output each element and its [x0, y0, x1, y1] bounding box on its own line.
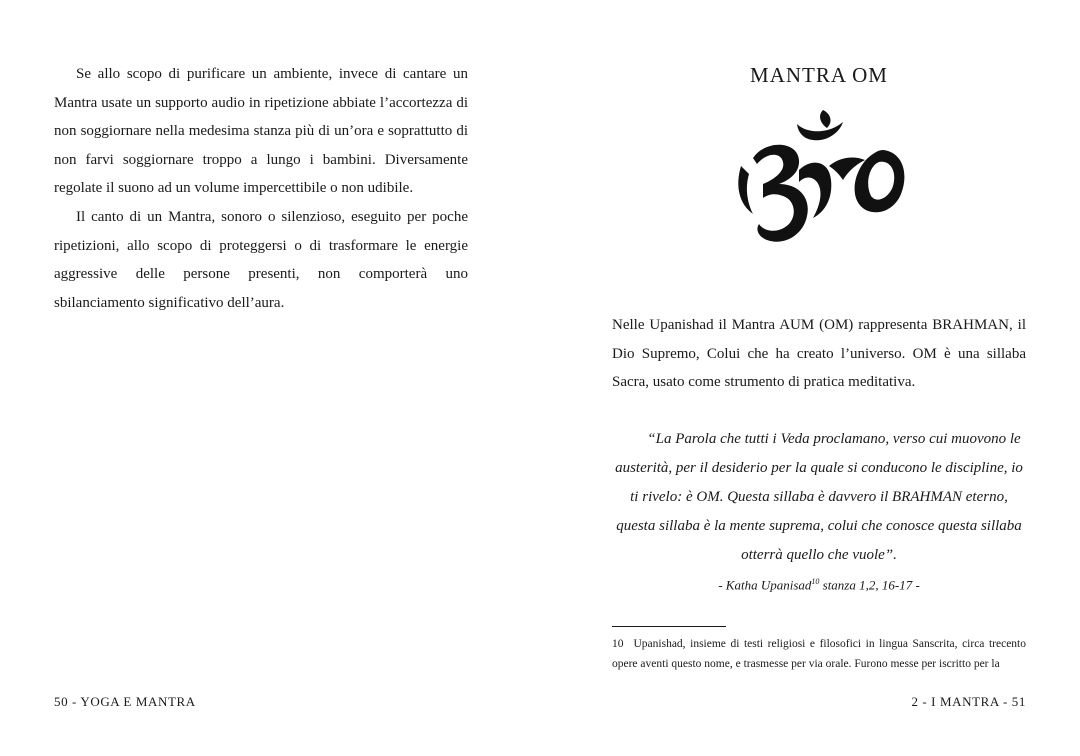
left-page-folio: 50 - YOGA E MANTRA	[54, 694, 196, 709]
intro-paragraph: Nelle Upanishad il Mantra AUM (OM) rappresenta BRAHMAN, il Dio Supremo, Colui che ha creato l’universo. OM è una sillaba Sacra, usato come strumento di pratica meditativa.	[612, 317, 1026, 391]
katha-quote	[612, 425, 1026, 570]
quote-source	[612, 572, 1026, 595]
chapter-title: MANTRA OM	[750, 63, 888, 87]
paragraph-1: Se allo scopo di purificare un ambiente, invece di cantare un Mantra usate un supporto audio in ripetizione abbiate l’accortezza di non soggiornare nella medesima stanza più di un’ora e soprattutto di non farvi soggiornare troppo a lungo i bambini. Diversamente regolate il suono ad un volume impercettibile o non udibile.	[54, 66, 468, 197]
quote-text: “La Parola che tutti i Veda proclamano, verso cui muovono le austerità, per il desiderio per la quale si conducono le discipline, io ti rivelo: è OM. Questa sillaba è davvero il BRAHMAN eterno, questa sillaba è la mente suprema, colui che conosce questa sillaba otterrà quello che vuole”.	[615, 431, 1023, 563]
right-page	[540, 0, 1080, 756]
paragraph-2: Il canto di un Mantra, sonoro o silenzioso, eseguito per poche ripetizioni, allo scopo di proteggersi o di trasformare le energie aggressive delle persone presenti, non comporterà uno sbilanciamento significativo dell’aura.	[54, 208, 468, 311]
right-page-folio: 2 - I MANTRA - 51	[911, 694, 1026, 709]
footnote-divider	[612, 626, 726, 627]
footnote-text: Upanishad, insieme di testi religiosi e filosofici in lingua Sanscrita, circa trecento opere aventi questo nome, e trasmesse per via orale. Furono messe per iscritto per la	[612, 638, 1026, 670]
quote-source-prefix: - Katha Upanisad	[718, 577, 812, 593]
om-symbol-icon	[733, 100, 913, 260]
footnote	[612, 634, 1026, 674]
footnote-number: 10	[612, 638, 624, 650]
left-body-text	[54, 60, 468, 317]
footnote-reference[interactable]: 10	[811, 577, 820, 586]
quote-source-suffix: stanza 1,2, 16-17 -	[819, 577, 920, 593]
